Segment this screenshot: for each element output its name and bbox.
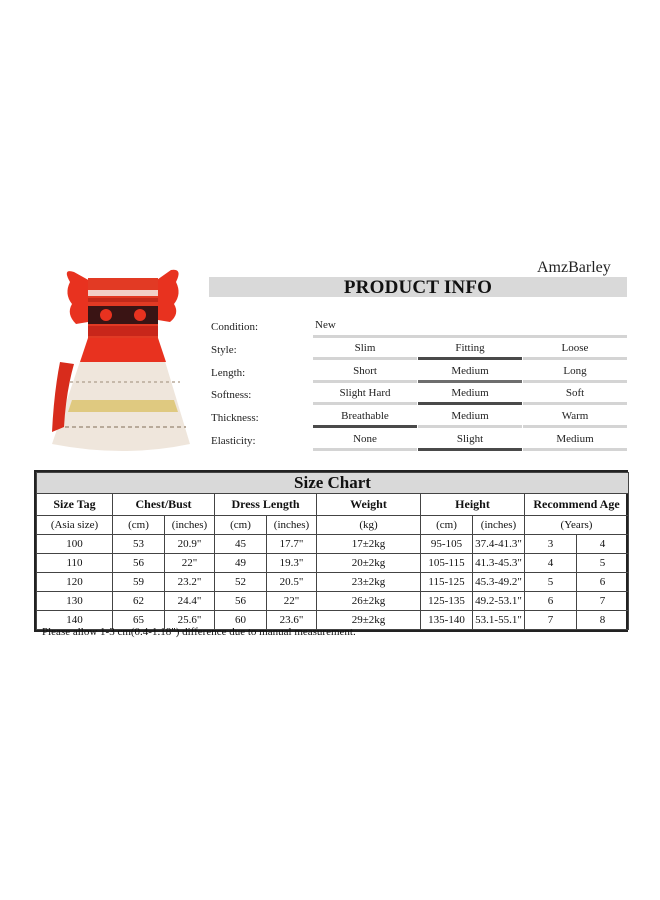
rating-bar — [523, 448, 627, 451]
table-cell: 120 — [37, 573, 113, 592]
table-cell: 60 — [215, 611, 267, 630]
attribute-option: Breathable — [341, 410, 389, 422]
table-cell: 5 — [525, 573, 577, 592]
table-row — [37, 554, 629, 573]
header-chest-bust: Chest/Bust — [113, 494, 215, 516]
table-cell: 20±2kg — [317, 554, 421, 573]
subheader-chest-cm: (cm) — [113, 516, 165, 535]
attribute-option: Slight — [456, 433, 484, 445]
header-weight: Weight — [317, 494, 421, 516]
table-cell: 20.5" — [267, 573, 317, 592]
attribute-option: Short — [353, 365, 377, 377]
product-image — [40, 262, 205, 457]
brand-name: AmzBarley — [537, 259, 611, 276]
rating-bar-selected — [418, 402, 522, 405]
table-cell: 135-140 — [421, 611, 473, 630]
table-cell: 23.6" — [267, 611, 317, 630]
table-cell: 4 — [525, 554, 577, 573]
condition-label: Condition: — [211, 321, 259, 333]
table-cell: 17.7" — [267, 535, 317, 554]
table-cell: 100 — [37, 535, 113, 554]
attribute-label: Softness: — [211, 389, 252, 401]
attribute-label: Thickness: — [211, 412, 259, 424]
condition-bar — [313, 335, 627, 338]
table-cell: 24.4" — [165, 592, 215, 611]
subheader-years: (Years) — [525, 516, 629, 535]
subheader-length-cm: (cm) — [215, 516, 267, 535]
condition-value: New — [315, 319, 336, 331]
rating-bar-selected — [418, 380, 522, 383]
table-cell: 20.9" — [165, 535, 215, 554]
table-cell: 25.6" — [165, 611, 215, 630]
attribute-option: Fitting — [455, 342, 485, 354]
table-cell: 29±2kg — [317, 611, 421, 630]
table-cell: 3 — [525, 535, 577, 554]
attribute-option: Warm — [561, 410, 589, 422]
table-cell: 53 — [113, 535, 165, 554]
rating-bar — [523, 425, 627, 428]
table-cell: 115-125 — [421, 573, 473, 592]
attribute-option: Soft — [565, 387, 585, 399]
table-cell: 5 — [577, 554, 629, 573]
table-cell: 19.3" — [267, 554, 317, 573]
table-row — [37, 573, 629, 592]
subheader-length-inches: (inches) — [267, 516, 317, 535]
table-cell: 7 — [577, 592, 629, 611]
subheader-asia-size: (Asia size) — [37, 516, 113, 535]
table-cell: 41.3-45.3" — [473, 554, 525, 573]
subheader-weight-kg: (kg) — [317, 516, 421, 535]
subheader-height-cm: (cm) — [421, 516, 473, 535]
attribute-option: Medium — [451, 410, 489, 422]
table-cell: 26±2kg — [317, 592, 421, 611]
table-cell: 56 — [113, 554, 165, 573]
table-cell: 130 — [37, 592, 113, 611]
table-cell: 23±2kg — [317, 573, 421, 592]
rating-bar — [418, 425, 522, 428]
table-cell: 17±2kg — [317, 535, 421, 554]
table-cell: 23.2" — [165, 573, 215, 592]
table-cell: 62 — [113, 592, 165, 611]
rating-bar — [313, 402, 417, 405]
table-cell: 49.2-53.1" — [473, 592, 525, 611]
attribute-option: Slim — [354, 342, 376, 354]
table-cell: 53.1-55.1" — [473, 611, 525, 630]
header-height: Height — [421, 494, 525, 516]
subheader-chest-inches: (inches) — [165, 516, 215, 535]
rating-bar — [523, 357, 627, 360]
rating-bar-selected — [418, 448, 522, 451]
rating-bar-selected — [418, 357, 522, 360]
rating-bar — [313, 448, 417, 451]
table-cell: 56 — [215, 592, 267, 611]
header-dress-length: Dress Length — [215, 494, 317, 516]
table-cell: 45.3-49.2" — [473, 573, 525, 592]
table-cell: 52 — [215, 573, 267, 592]
table-row — [37, 592, 629, 611]
attribute-option: Loose — [561, 342, 589, 354]
measurement-note: Please allow 1-3 cm(0.4-1.18") difference due to manual measurement. — [42, 626, 356, 638]
attribute-option: Slight Hard — [339, 387, 391, 399]
table-cell: 22" — [165, 554, 215, 573]
attribute-label: Style: — [211, 344, 237, 356]
table-cell: 95-105 — [421, 535, 473, 554]
size-chart-table — [36, 472, 629, 630]
attribute-option: Long — [563, 365, 587, 377]
attribute-option: None — [353, 433, 377, 445]
table-cell: 59 — [113, 573, 165, 592]
header-size-tag: Size Tag — [37, 494, 113, 516]
size-chart — [34, 470, 628, 632]
table-cell: 6 — [525, 592, 577, 611]
table-cell: 110 — [37, 554, 113, 573]
table-cell: 22" — [267, 592, 317, 611]
attribute-option: Medium — [451, 387, 489, 399]
size-chart-title: Size Chart — [37, 473, 629, 494]
rating-bar — [523, 380, 627, 383]
table-cell: 6 — [577, 573, 629, 592]
table-row — [37, 535, 629, 554]
table-cell: 49 — [215, 554, 267, 573]
product-info-title: PRODUCT INFO — [209, 277, 627, 297]
attribute-label: Length: — [211, 367, 246, 379]
table-cell: 4 — [577, 535, 629, 554]
table-cell: 140 — [37, 611, 113, 630]
rating-bar — [313, 357, 417, 360]
table-cell: 125-135 — [421, 592, 473, 611]
attribute-option: Medium — [451, 365, 489, 377]
rating-bar — [313, 380, 417, 383]
table-cell: 45 — [215, 535, 267, 554]
table-cell: 105-115 — [421, 554, 473, 573]
attribute-label: Elasticity: — [211, 435, 256, 447]
subheader-height-inches: (inches) — [473, 516, 525, 535]
table-cell: 37.4-41.3" — [473, 535, 525, 554]
rating-bar-selected — [313, 425, 417, 428]
table-cell: 65 — [113, 611, 165, 630]
table-cell: 7 — [525, 611, 577, 630]
header-recommend-age: Recommend Age — [525, 494, 629, 516]
attribute-option: Medium — [556, 433, 594, 445]
rating-bar — [523, 402, 627, 405]
table-cell: 8 — [577, 611, 629, 630]
